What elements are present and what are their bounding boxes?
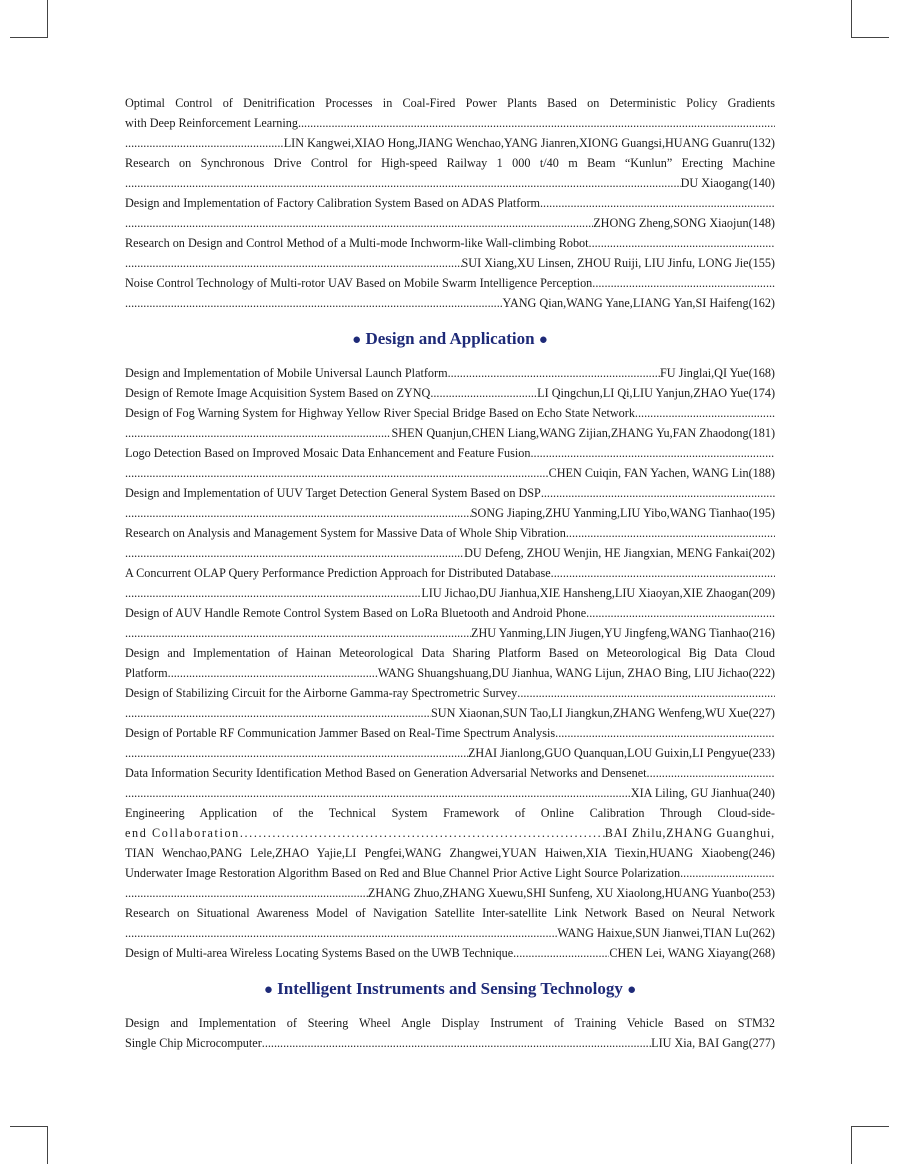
toc-entry[interactable] <box>125 93 775 153</box>
toc-line <box>125 423 775 443</box>
leader-dots <box>448 363 660 383</box>
bullet-icon: ● <box>538 332 548 348</box>
toc-entry[interactable] <box>125 863 775 903</box>
bullet-icon: ● <box>263 982 273 998</box>
toc-line <box>125 523 775 543</box>
toc-entry[interactable] <box>125 233 775 273</box>
entry-title: Logo Detection Based on Improved Mosaic Data Enhancement and Feature Fusion <box>125 446 531 460</box>
toc-line <box>125 383 775 403</box>
toc-line <box>125 213 775 233</box>
crop-mark-top-left-v <box>47 0 48 38</box>
toc-entry[interactable] <box>125 153 775 193</box>
toc-line <box>125 193 775 213</box>
crop-mark-bottom-left-h <box>10 1126 48 1127</box>
entry-title: Design of Fog Warning System for Highway Yellow River Special Bridge Based on Echo State Network <box>125 406 635 420</box>
leader-dots <box>240 823 605 843</box>
toc-entry[interactable] <box>125 903 775 943</box>
toc-line <box>125 403 775 423</box>
leader-dots <box>125 213 593 233</box>
entry-authors: WANG Shuangshuang,DU Jianhua, WANG Lijun, ZHAO Bing, LIU Jichao(222) <box>377 666 775 680</box>
toc-line <box>125 943 775 963</box>
toc-entry[interactable] <box>125 763 775 803</box>
entry-authors: SONG Jiaping,ZHU Yanming,LIU Yibo,WANG Tianhao(195) <box>470 506 775 520</box>
toc-line <box>125 173 775 193</box>
entry-authors: LIN Kangwei,XIAO Hong,JIANG Wenchao,YANG Jianren,XIONG Guangsi,HUANG Guanru(132) <box>283 136 775 150</box>
entry-authors: SUI Xiang,XU Linsen, ZHOU Ruiji, LIU Jinfu, LONG Jie(155) <box>461 256 775 270</box>
toc-line <box>125 843 775 863</box>
toc-line <box>125 583 775 603</box>
entry-authors: YANG Qian,WANG Yane,LIANG Yan,SI Haifeng(162) <box>502 296 775 310</box>
leader-dots <box>541 483 775 503</box>
toc-entry[interactable] <box>125 523 775 563</box>
crop-mark-top-left-h <box>10 37 48 38</box>
toc-line <box>125 683 775 703</box>
entry-authors: LIU Jichao,DU Jianhua,XIE Hansheng,LIU Xiaoyan,XIE Zhaogan(209) <box>421 586 775 600</box>
crop-mark-bottom-right-v <box>851 1126 852 1164</box>
leader-dots <box>168 663 378 683</box>
leader-dots <box>530 443 775 463</box>
toc-group-control <box>125 93 775 313</box>
entry-title: with Deep Reinforcement Learning <box>125 116 298 130</box>
leader-dots <box>298 113 775 133</box>
entry-authors: WANG Haixue,SUN Jianwei,TIAN Lu(262) <box>557 926 775 940</box>
toc-entry[interactable] <box>125 403 775 443</box>
toc-entry[interactable] <box>125 193 775 233</box>
toc-line <box>125 1033 775 1053</box>
toc-entry[interactable] <box>125 483 775 523</box>
leader-dots <box>125 293 503 313</box>
leader-dots <box>566 523 775 543</box>
entry-title: Design and Implementation of Mobile Universal Launch Platform <box>125 366 448 380</box>
entry-text: Optimal Control of Denitrification Processes in Coal-Fired Power Plants Based on Deterministic Policy Gradients <box>125 96 775 110</box>
leader-dots <box>586 603 775 623</box>
toc-entry[interactable] <box>125 273 775 313</box>
entry-authors: CHEN Lei, WANG Xiayang(268) <box>609 946 775 960</box>
entry-title: Underwater Image Restoration Algorithm Based on Red and Blue Channel Prior Active Light Source Polarization <box>125 866 681 880</box>
leader-dots <box>125 253 462 273</box>
entry-title: Platform <box>125 666 168 680</box>
leader-dots <box>430 383 537 403</box>
entry-title: Single Chip Microcomputer <box>125 1036 262 1050</box>
leader-dots <box>125 583 421 603</box>
entry-authors: DU Defeng, ZHOU Wenjin, HE Jiangxian, MENG Fankai(202) <box>464 546 775 560</box>
leader-dots <box>125 423 391 443</box>
entry-text: Engineering Application of the Technical System Framework of Online Calibration Through Cloud-side- <box>125 806 775 820</box>
toc-group-design <box>125 363 775 963</box>
leader-dots <box>125 883 368 903</box>
leader-dots <box>589 233 775 253</box>
entry-authors: ZHAI Jianlong,GUO Quanquan,LOU Guixin,LI Pengyue(233) <box>467 746 775 760</box>
toc-entry[interactable] <box>125 803 775 863</box>
toc-group-sensing <box>125 1013 775 1053</box>
entry-title: A Concurrent OLAP Query Performance Prediction Approach for Distributed Database <box>125 566 551 580</box>
toc-line <box>125 803 775 823</box>
toc-line <box>125 563 775 583</box>
toc-line <box>125 723 775 743</box>
leader-dots <box>513 943 609 963</box>
toc-entry[interactable] <box>125 683 775 723</box>
leader-dots <box>540 193 775 213</box>
leader-dots <box>680 863 775 883</box>
toc-line <box>125 253 775 273</box>
toc-line <box>125 233 775 253</box>
toc-entry[interactable] <box>125 1013 775 1053</box>
leader-dots <box>125 703 431 723</box>
section-heading-design <box>125 327 775 352</box>
leader-dots <box>592 273 775 293</box>
bullet-icon: ● <box>627 982 637 998</box>
crop-mark-top-right-h <box>851 37 889 38</box>
toc-line <box>125 623 775 643</box>
leader-dots <box>125 623 471 643</box>
leader-dots <box>551 563 775 583</box>
leader-dots <box>125 503 471 523</box>
entry-authors: ZHU Yanming,LIN Jiugen,YU Jingfeng,WANG Tianhao(216) <box>471 626 775 640</box>
entry-title: Design of AUV Handle Remote Control System Based on LoRa Bluetooth and Android Phone <box>125 606 587 620</box>
toc-entry[interactable] <box>125 383 775 403</box>
section-heading-sensing <box>125 977 775 1002</box>
toc-line <box>125 293 775 313</box>
toc-line <box>125 1013 775 1033</box>
section-title: Intelligent Instruments and Sensing Technology <box>277 979 623 998</box>
toc-line <box>125 903 775 923</box>
toc-entry[interactable] <box>125 723 775 763</box>
entry-authors: ZHANG Zhuo,ZHANG Xuewu,SHI Sunfeng, XU Xiaolong,HUANG Yuanbo(253) <box>367 886 775 900</box>
toc-line <box>125 113 775 133</box>
entry-title: Design of Portable RF Communication Jammer Based on Real-Time Spectrum Analysis <box>125 726 556 740</box>
entry-authors: LI Qingchun,LI Qi,LIU Yanjun,ZHAO Yue(174) <box>537 386 775 400</box>
leader-dots <box>517 683 775 703</box>
entry-authors: SHEN Quanjun,CHEN Liang,WANG Zijian,ZHANG Yu,FAN Zhaodong(181) <box>391 426 775 440</box>
entry-authors: SUN Xiaonan,SUN Tao,LI Jiangkun,ZHANG Wenfeng,WU Xue(227) <box>431 706 775 720</box>
toc-entry[interactable] <box>125 643 775 683</box>
toc-line <box>125 603 775 623</box>
section-title: Design and Application <box>365 329 535 348</box>
entry-title: Design and Implementation of UUV Target Detection General System Based on DSP <box>125 486 541 500</box>
toc-line <box>125 363 775 383</box>
toc-line <box>125 133 775 153</box>
leader-dots <box>125 133 284 153</box>
toc-line <box>125 743 775 763</box>
toc-entry[interactable] <box>125 563 775 603</box>
leader-dots <box>125 923 557 943</box>
toc-line <box>125 503 775 523</box>
leader-dots <box>262 1033 651 1053</box>
toc-entry[interactable] <box>125 943 775 963</box>
leader-dots <box>125 543 464 563</box>
entry-authors: FU Jinglai,QI Yue(168) <box>660 366 775 380</box>
toc-entry[interactable] <box>125 363 775 383</box>
toc-line <box>125 783 775 803</box>
toc-line <box>125 923 775 943</box>
entry-authors: BAI Zhilu,ZHANG Guanghui, <box>604 826 775 840</box>
entry-authors: ZHONG Zheng,SONG Xiaojun(148) <box>593 216 775 230</box>
leader-dots <box>125 783 631 803</box>
entry-title: Data Information Security Identification Method Based on Generation Adversarial Networks and Densenet <box>125 766 647 780</box>
entry-title: Design of Stabilizing Circuit for the Airborne Gamma-ray Spectrometric Survey <box>125 686 518 700</box>
entry-text: Research on Synchronous Drive Control for High-speed Railway 1 000 t/40 m Beam “Kunlun” Erecting Machine <box>125 156 775 170</box>
entry-text: Design and Implementation of Hainan Meteorological Data Sharing Platform Based on Meteorological Big Data Cloud <box>125 646 775 660</box>
entry-text: TIAN Wenchao,PANG Lele,ZHAO Yajie,LI Pengfei,WANG Zhangwei,YUAN Haiwen,XIA Tiexin,HUANG Xiaobeng(246) <box>125 846 775 860</box>
toc-line <box>125 663 775 683</box>
entry-authors: DU Xiaogang(140) <box>680 176 775 190</box>
bullet-icon: ● <box>352 332 362 348</box>
toc-entry[interactable] <box>125 443 775 483</box>
leader-dots <box>647 763 775 783</box>
leader-dots <box>125 463 549 483</box>
leader-dots <box>125 173 681 193</box>
toc-line <box>125 643 775 663</box>
toc-line <box>125 483 775 503</box>
leader-dots <box>555 723 775 743</box>
toc-line <box>125 93 775 113</box>
toc-entry[interactable] <box>125 603 775 643</box>
entry-authors: CHEN Cuiqin, FAN Yachen, WANG Lin(188) <box>548 466 775 480</box>
crop-mark-top-right-v <box>851 0 852 38</box>
entry-title: Design and Implementation of Factory Calibration System Based on ADAS Platform <box>125 196 540 210</box>
entry-title: end Collaboration <box>125 826 240 840</box>
entry-text: Design and Implementation of Steering Wheel Angle Display Instrument of Training Vehicle Based on STM32 <box>125 1016 775 1030</box>
leader-dots <box>125 743 468 763</box>
table-of-contents <box>125 93 775 1053</box>
crop-mark-bottom-left-v <box>47 1126 48 1164</box>
entry-authors: LIU Xia, BAI Gang(277) <box>651 1036 775 1050</box>
toc-line <box>125 273 775 293</box>
toc-line <box>125 863 775 883</box>
entry-title: Design of Remote Image Acquisition System Based on ZYNQ <box>125 386 431 400</box>
leader-dots <box>635 403 775 423</box>
entry-title: Research on Analysis and Management System for Massive Data of Whole Ship Vibration <box>125 526 566 540</box>
entry-authors: XIA Liling, GU Jianhua(240) <box>630 786 775 800</box>
crop-mark-bottom-right-h <box>851 1126 889 1127</box>
toc-line <box>125 153 775 173</box>
toc-line <box>125 763 775 783</box>
entry-title: Design of Multi-area Wireless Locating Systems Based on the UWB Technique <box>125 946 514 960</box>
entry-title: Noise Control Technology of Multi-rotor UAV Based on Mobile Swarm Intelligence Perception <box>125 276 593 290</box>
toc-line <box>125 543 775 563</box>
toc-line <box>125 463 775 483</box>
toc-line <box>125 443 775 463</box>
toc-line <box>125 823 775 843</box>
entry-text: Research on Situational Awareness Model of Navigation Satellite Inter-satellite Link Network Based on Neural Network <box>125 906 775 920</box>
toc-line <box>125 703 775 723</box>
toc-line <box>125 883 775 903</box>
entry-title: Research on Design and Control Method of a Multi-mode Inchworm-like Wall-climbing Robot <box>125 236 589 250</box>
